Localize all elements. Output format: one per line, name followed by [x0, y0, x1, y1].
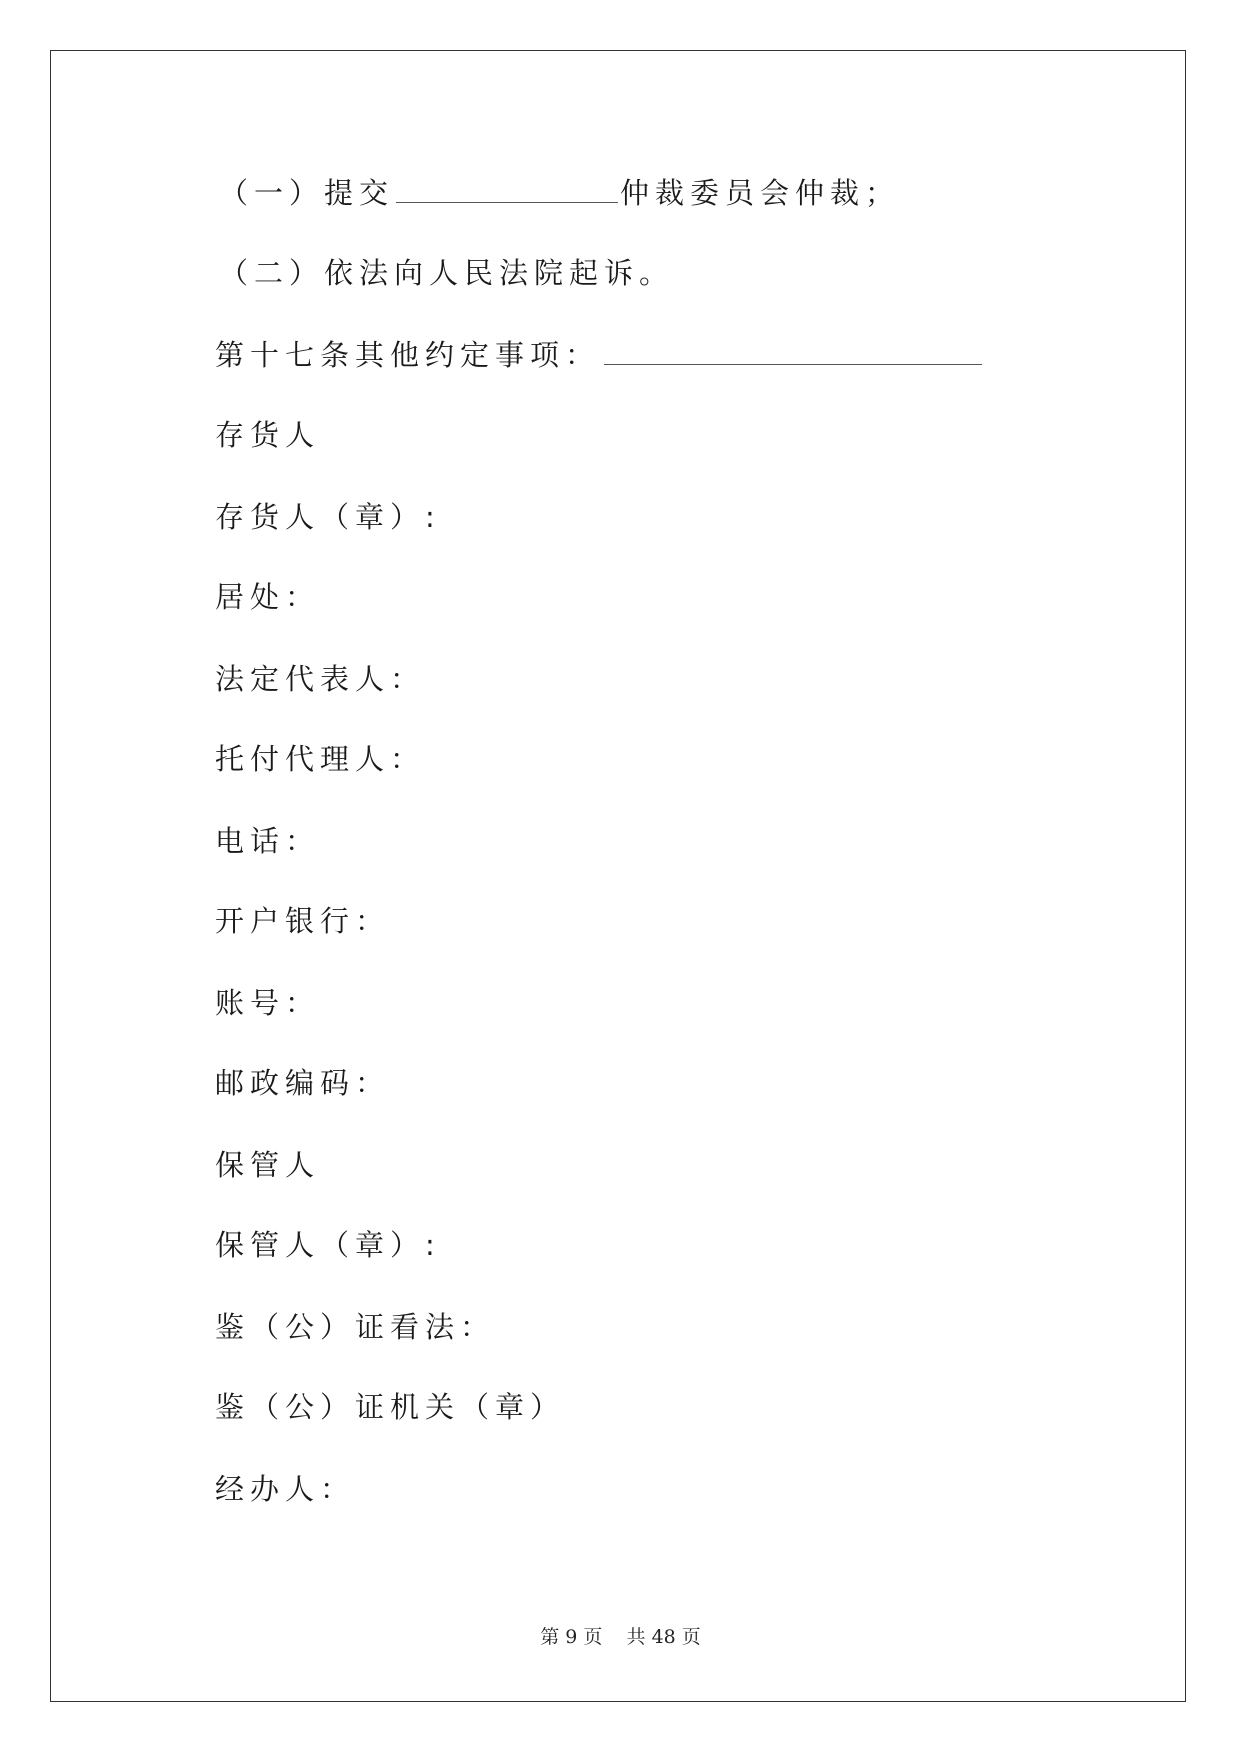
handler-field: 经办人：	[215, 1472, 356, 1506]
depositor-seal-field: 存货人（章）:	[215, 500, 441, 534]
notary-opinion-field: 鉴（公）证看法：	[215, 1310, 496, 1344]
other-matters-blank	[604, 338, 982, 365]
residence-field: 居处：	[215, 580, 321, 614]
authorized-agent-field: 托付代理人：	[215, 742, 426, 776]
article-17	[215, 337, 984, 373]
arbitration-clause-1-prefix: （一）提交	[219, 176, 395, 210]
legal-representative-field: 法定代表人：	[215, 662, 426, 696]
bank-field: 开户银行：	[215, 904, 391, 938]
arbitration-clause-1	[219, 175, 900, 211]
depositor-heading: 存货人	[215, 418, 321, 452]
arbitration-committee-blank	[396, 176, 618, 203]
arbitration-clause-2: （二）依法向人民法院起诉。	[219, 256, 675, 290]
phone-field: 电话：	[215, 824, 321, 858]
page-border	[50, 50, 1186, 1702]
keeper-seal-field: 保管人（章）:	[215, 1228, 441, 1262]
account-field: 账号：	[215, 986, 321, 1020]
page-number-footer: 第 9 页 共 48 页	[540, 1626, 701, 1648]
article-17-label: 第十七条其他约定事项：	[215, 338, 601, 372]
arbitration-clause-1-suffix: 仲裁委员会仲裁；	[620, 176, 901, 210]
notary-office-field: 鉴（公）证机关（章）	[215, 1390, 566, 1424]
keeper-heading: 保管人	[215, 1148, 321, 1182]
postcode-field: 邮政编码：	[215, 1066, 391, 1100]
